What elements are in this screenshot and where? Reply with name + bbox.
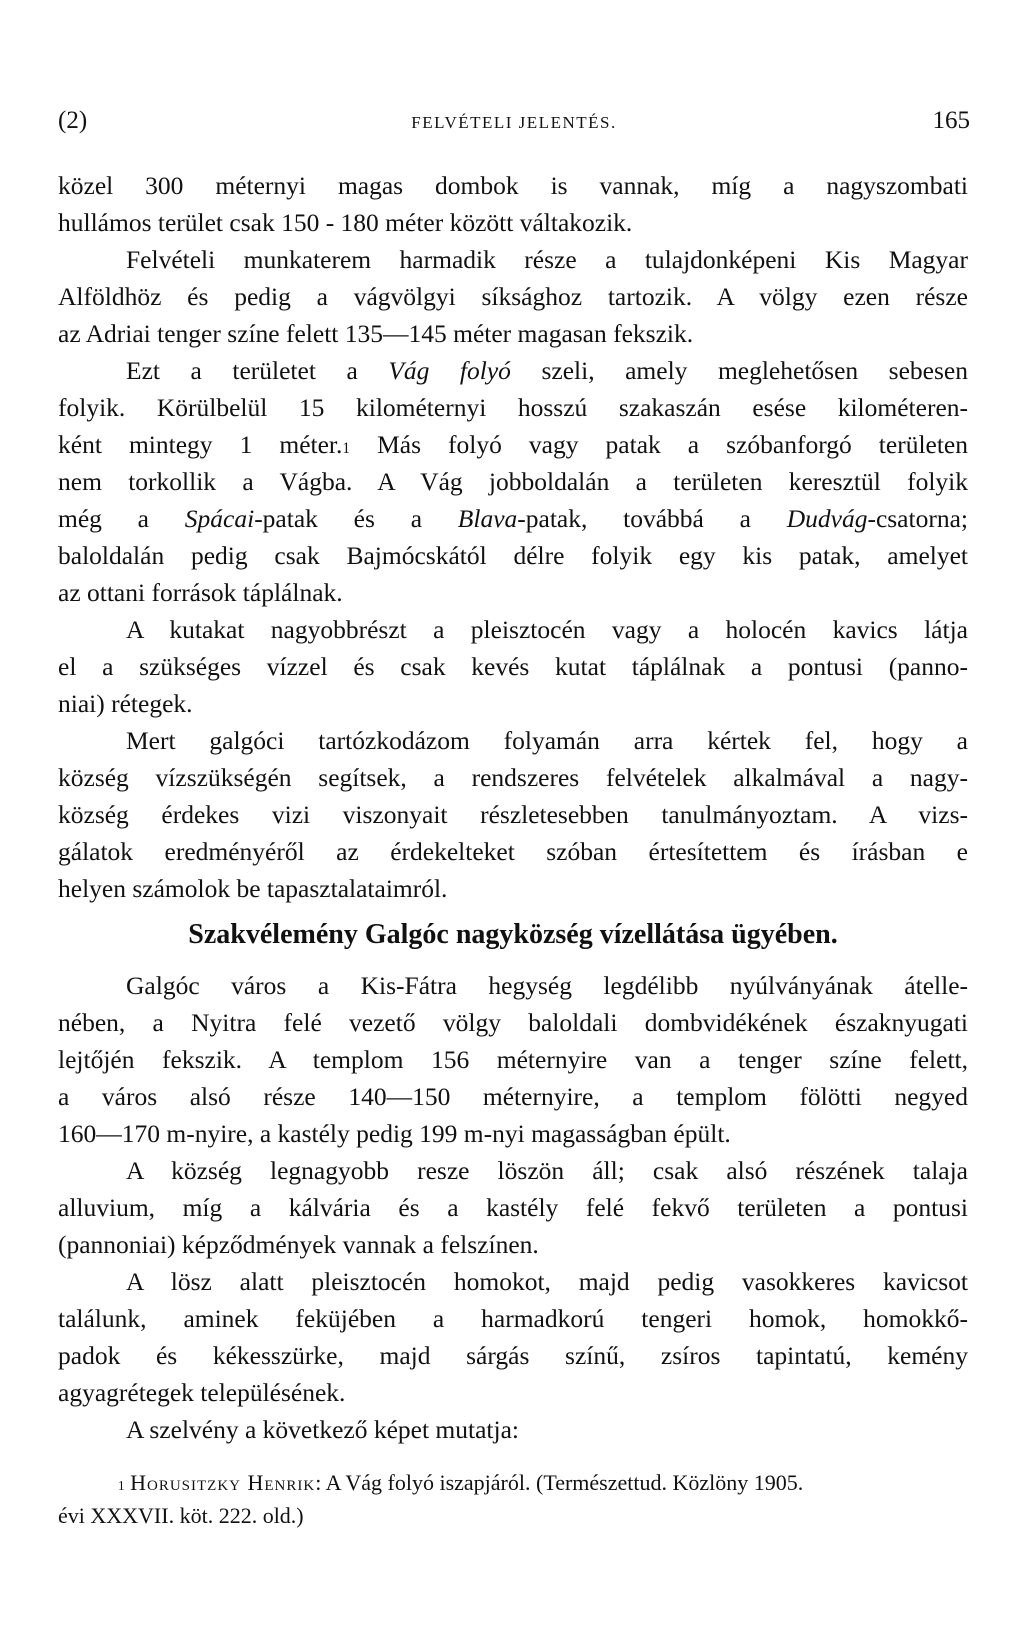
river-name-vag: Vág folyó <box>388 356 511 385</box>
text-line: agyagrétegek településének. <box>58 1378 346 1407</box>
stream-name-spacai: Spácai <box>184 504 255 533</box>
text-line: gálatok eredményéről az érdekelteket szóban értesítettem és írásban e <box>58 837 968 866</box>
text-line: A lösz alatt pleisztocén homokot, majd pedig vasokkeres kavicsot <box>126 1267 968 1296</box>
stream-name-blava: Blava <box>457 504 518 533</box>
paragraph-2 <box>58 241 968 352</box>
footnote-citation: : A Vág folyó iszapjáról. (Természettud. Közlöny 1905. <box>315 1470 804 1495</box>
text-run: -patak és a <box>254 504 458 533</box>
text-line: Mert galgóci tartózkodázom folyamán arra kértek fel, hogy a <box>126 726 968 755</box>
text-line: el a szükséges vízzel és csak kevés kutat táplálnak a pontusi (panno- <box>58 652 968 681</box>
text-line: a város alsó része 140—150 méternyire, a templom fölötti negyed <box>58 1082 968 1111</box>
text-line: nem torkollik a Vágba. A Vág jobboldalán a területen keresztül folyik <box>58 467 968 496</box>
footnote-marker: 1 <box>118 1478 125 1493</box>
text-run: -csatorna; <box>867 504 968 533</box>
paragraph-3 <box>58 352 968 611</box>
text-line: Alföldhöz és pedig a vágvölgyi síksághoz tartozik. A völgy ezen része <box>58 282 968 311</box>
text-run: Más folyó vagy patak a szóbanforgó területen <box>350 430 968 459</box>
paragraph-7 <box>58 1152 968 1263</box>
text-line: nében, a Nyitra felé vezető völgy baloldali dombvidékének északnyugati <box>58 1008 968 1037</box>
body-text-part2 <box>58 967 968 1448</box>
text-line: község vízszükségén segítsek, a rendszeres felvételek alkalmával a nagy- <box>58 763 968 792</box>
text-line: A kutakat nagyobbrészt a pleisztocén vagy a holocén kavics látja <box>126 615 968 644</box>
text-line <box>58 500 968 537</box>
text-line: helyen számolok be tapasztalataimról. <box>58 874 448 903</box>
text-line: közel 300 méternyi magas dombok is vannak, míg a nagyszombati <box>58 171 968 200</box>
paragraph-4 <box>58 611 968 722</box>
page-number: 165 <box>932 107 970 134</box>
text-line: alluvium, míg a kálvária és a kastély felé fekvő területen a pontusi <box>58 1193 968 1222</box>
footnote-line <box>58 1466 968 1499</box>
text-line: A község legnagyobb resze löszön áll; csak alsó részének talaja <box>126 1156 968 1185</box>
text-line: az Adriai tenger színe felett 135—145 méter magasan fekszik. <box>58 319 694 348</box>
text-line: A szelvény a következő képet mutatja: <box>126 1415 519 1444</box>
text-line: 160—170 m-nyire, a kastély pedig 199 m-nyi magasságban épült. <box>58 1119 731 1148</box>
text-line: folyik. Körülbelül 15 kilométernyi hosszú szakaszán esése kilométeren- <box>58 393 968 422</box>
text-line: Galgóc város a Kis-Fátra hegység legdélibb nyúlványának átelle- <box>126 971 968 1000</box>
paragraph-8 <box>58 1263 968 1411</box>
text-line: niai) rétegek. <box>58 689 193 718</box>
text-line: padok és kékesszürke, majd sárgás színű, zsíros tapintatú, kemény <box>58 1341 968 1370</box>
canal-name-dudvag: Dudvág <box>786 504 868 533</box>
text-run: szeli, amely meglehetősen sebesen <box>510 356 968 385</box>
text-run: Ezt a területet a <box>126 356 389 385</box>
footnote-ref: 1 <box>342 440 351 457</box>
footnote-author: Horusitzky Henrik <box>130 1470 316 1495</box>
text-run: ként mintegy 1 méter. <box>58 430 343 459</box>
text-line <box>58 426 968 463</box>
text-line: találunk, aminek feküjében a harmadkorú tengeri homok, homokkő- <box>58 1304 968 1333</box>
text-run: -patak, továbbá a <box>517 504 787 533</box>
text-line: hullámos terület csak 150 - 180 méter között váltakozik. <box>58 208 633 237</box>
paragraph-5 <box>58 722 968 907</box>
footnotes <box>58 1466 968 1532</box>
paragraph-1 <box>58 167 968 241</box>
running-title: FELVÉTELI JELENTÉS. <box>411 113 617 132</box>
text-line: Felvételi munkaterem harmadik része a tulajdonképeni Kis Magyar <box>126 245 968 274</box>
page-header <box>58 104 970 138</box>
text-run: még a <box>58 504 185 533</box>
text-line: baloldalán pedig csak Bajmócskától délre folyik egy kis patak, amelyet <box>58 541 968 570</box>
section-title: Szakvélemény Galgóc nagyközség vízellátása ügyében. <box>188 919 838 950</box>
text-line: (pannoniai) képződmények vannak a felszínen. <box>58 1230 539 1259</box>
text-line: az ottani források táplálnak. <box>58 578 343 607</box>
text-line <box>58 352 968 389</box>
footnote-line: évi XXXVII. köt. 222. old.) <box>58 1503 304 1528</box>
paragraph-9 <box>58 1411 968 1448</box>
text-line: lejtőjén fekszik. A templom 156 méternyire van a tenger színe felett, <box>58 1045 968 1074</box>
text-line: község érdekes vizi viszonyait részletesebben tanulmányoztam. A vizs- <box>58 800 968 829</box>
page-left-number: (2) <box>58 107 88 134</box>
paragraph-6 <box>58 967 968 1152</box>
body-text-part1 <box>58 167 968 907</box>
